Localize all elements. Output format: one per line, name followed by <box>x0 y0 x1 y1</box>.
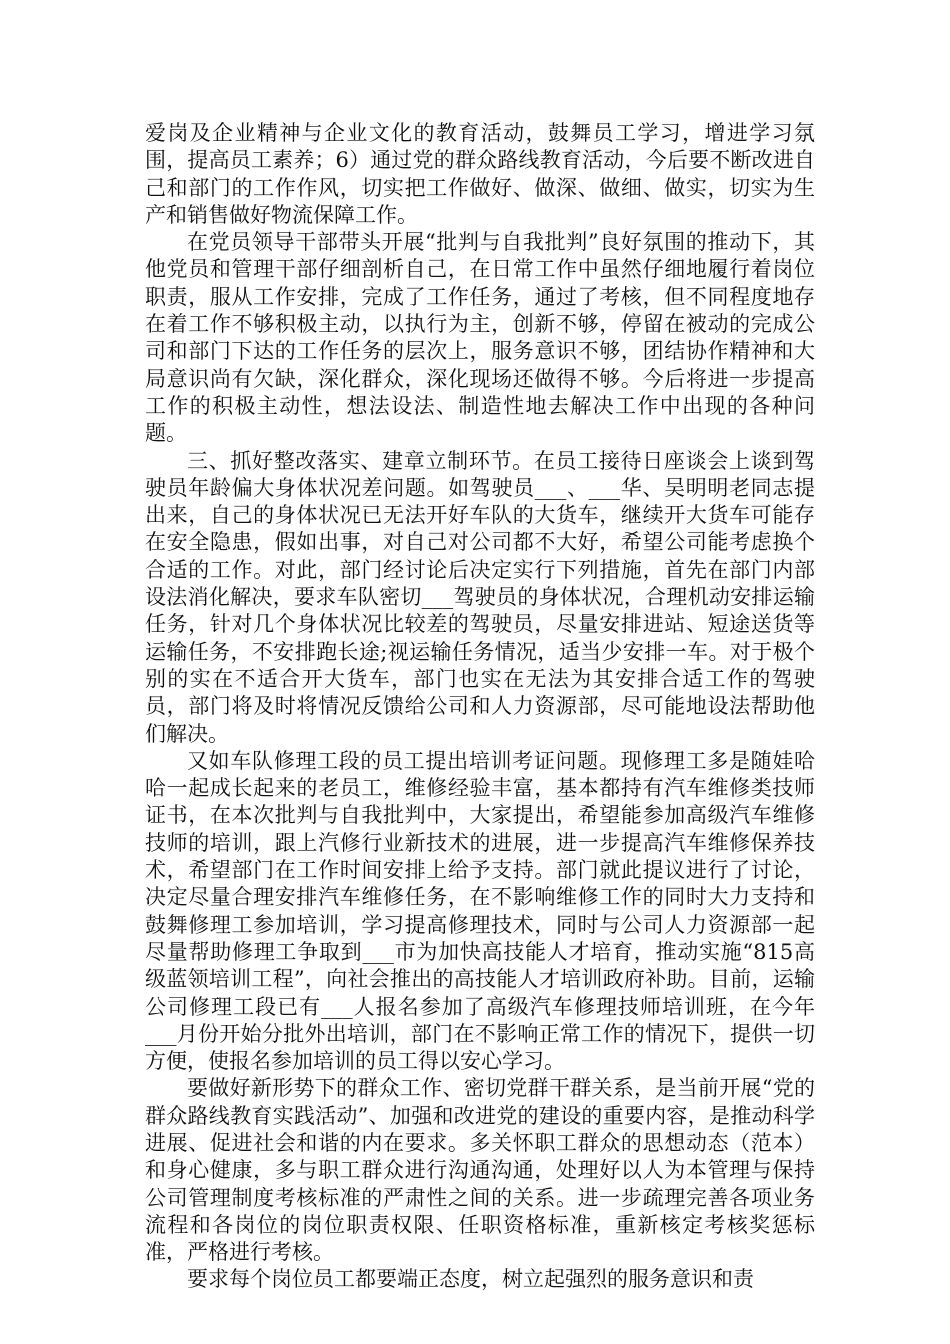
paragraph-4: 又如车队修理工段的员工提出培训考证问题。现修理工多是随娃哈哈一起成长起来的老员工，维修经验丰富，基本都持有汽车维修类技师证书，在本次批判与自我批判中，大家提出，希望能参加高级汽车维修技师的培训，跟上汽修行业新技术的进展，进一步提高汽车维修保养技术，希望部门在工作时间安排上给予支持。部门就此提议进行了讨论，决定尽量合理安排汽车维修任务，在不影响维修工作的同时大力支持和鼓舞修理工参加培训，学习提高修理技术，同时与公司人力资源部一起尽量帮助修理工争取到___市为加快高技能人才培育，推动实施“815高级蓝领培训工程”，向社会推出的高技能人才培训政府补助。目前，运输公司修理工段已有___人报名参加了高级汽车修理技师培训班，在今年___月份开始分批外出培训，部门在不影响正常工作的情况下，提供一切方便，使报名参加培训的员工得以安心学习。 <box>145 748 815 1074</box>
paragraph-6: 要求每个岗位员工都要端正态度，树立起强烈的服务意识和责 <box>187 1267 754 1292</box>
paragraph-2: 在党员领导干部带头开展“批判与自我批判”良好氛围的推动下，其他党员和管理干部仔细剖析自己，在日常工作中虽然仔细地履行着岗位职责，服从工作安排，完成了工作任务，通过了考核，但不同程度地存在着工作不够积极主动，以执行为主，创新不够，停留在被动的完成公司和部门下达的工作任务的层次上，服务意识不够，团结协作精神和大局意识尚有欠缺，深化群众，深化现场还做得不够。今后将进一步提高工作的积极主动性，想法设法、制造性地去解决工作中出现的各种问题。 <box>145 230 815 446</box>
paragraph-1: 爱岗及企业精神与企业文化的教育活动，鼓舞员工学习，增进学习氛围，提高员工素养；6）通过党的群众路线教育活动，今后要不断改进自己和部门的工作作风，切实把工作做好、做深、做细、做实，切实为生产和销售做好物流保障工作。 <box>145 121 815 227</box>
paragraph-5: 要做好新形势下的群众工作、密切党群干群关系，是当前开展“党的群众路线教育实践活动”、加强和改进党的建设的重要内容，是推动科学进展、促进社会和谐的内在要求。多关怀职工群众的思想动态（范本）和身心健康，多与职工群众进行沟通沟通，处理好以人为本管理与保持公司管理制度考核标准的严肃性之间的关系。进一步疏理完善各项业务流程和各岗位的岗位职责权限、任职资格标准，重新核定考核奖惩标准，严格进行考核。 <box>145 1076 815 1265</box>
document-page <box>145 120 815 1294</box>
paragraph-3: 三、抓好整改落实、建章立制环节。在员工接待日座谈会上谈到驾驶员年龄偏大身体状况差问题。如驾驶员___、___华、吴明明老同志提出来，自己的身体状况已无法开好车队的大货车，继续开大货车可能存在安全隐患，假如出事，对自己对公司都不大好，希望公司能考虑换个合适的工作。对此，部门经讨论后决定实行下列措施，首先在部门内部设法消化解决，要求车队密切___驾驶员的身体状况，合理机动安排运输任务，针对几个身体状况比较差的驾驶员，尽量安排进站、短途送货等运输任务，不安排跑长途;视运输任务情况，适当少安排一车。对于极个别的实在不适合开大货车，部门也实在无法为其安排合适工作的驾驶员，部门将及时将情况反馈给公司和人力资源部，尽可能地设法帮助他们解决。 <box>145 448 815 746</box>
